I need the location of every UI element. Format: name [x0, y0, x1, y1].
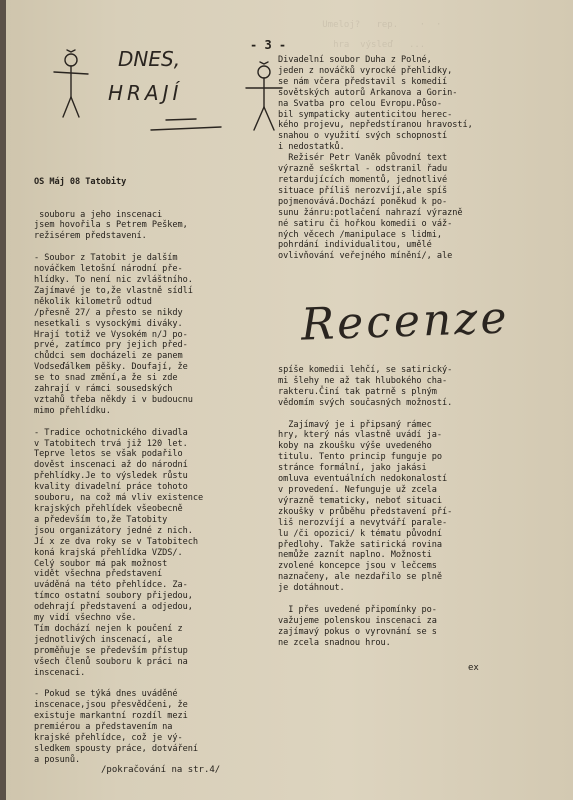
document-page: [6, 0, 573, 800]
hraji-word: HRAJÍ: [108, 81, 183, 105]
dnes-word: DNES,: [118, 47, 181, 71]
recenze-heading: Recenze: [300, 292, 511, 351]
bleed-through-text: Umeloj? rep. · · hra výsleď ...: [322, 20, 442, 50]
section-heading: OS Máj 08 Tatobity: [34, 176, 127, 187]
author-signature: ex: [468, 663, 479, 673]
continued-note: /pokračování na str.4/: [101, 765, 221, 775]
dnes-hraji-drawing: [46, 42, 286, 142]
page-number: - 3 -: [250, 38, 287, 52]
left-column: [34, 155, 203, 788]
right-column-top: Divadelní soubor Duha z Polné, jeden z nováčků vyrocké přehlidky, se nám včera představil s komedií sovětských autorů Arkanova a Gorin- na Svatba pro celou Evropu.Půso- bil sympaticky autenticitou herec- kého projevu, nepředstíranou hravostí, snahou o využití svých schopností i nedostatků. Režisér Petr Vaněk původní text výrazně seškrtal - odstranil řadu retardujících momentů, jednotlivé situace příliš nerozvíjí,ale spíš pojmenovává.Dochází poněkud k po- sunu žánru:potlačení nahrazí výrazně né satiru či hořkou komedii o váž- ných věcech /manipulace s lidmi, pohrdání individualitou, umělé ovlivňování veřejného mínění/, ale: [278, 55, 473, 262]
right-column-bottom: spíše komedii lehčí, se satirický- mi šlehy ne až tak hlubokého cha- rakteru.Činí tak patrně s plným vědomím svých současných možností. Zajímavý je i připsaný rámec hry, který nás vlastně uvádí ja- koby na zkoušku výše uvedeného titulu. Tento princip funguje po stránce formální, jako jakási omluva eventuálních nedokonalostí v provedení. Nefunguje už zcela výrazně tematicky, neboť situaci zkoušky v průběhu představení pří- liš nerozvíjí a nevytváří parale- lu /či opozici/ k tématu původní předlohy. Takže satirická rovina nemůže zaznít naplno. Možnosti zvolené koncepce jsou v lečcems naznačeny, ale nezdařilo se plně je dotáhnout. I přes uvedené připomínky po- važujeme polenskou inscenaci za zajímavý pokus o vyrovnání se s ne zcela snadnou hrou.: [278, 365, 453, 648]
left-body-text: souboru a jeho inscenaci jsem hovořila s Petrem Peškem, režisérem představení. - Soubor z Tatobit je dalším nováčkem letošní národní pře- hlídky. To není nic zvláštního. Zajímavé je to,že vlastně sídlí několik kilometrů odtud /přesně 27/ a přesto se nikdy nesetkali s vysockými diváky. Hrají totiž ve Vysokém n/J po- prvé, zatímco pry jejich před- chůdci sem docházeli ze panem Vodseďálkem pěšky. Doufají, že se to snad změní,a že si zde zahrají v rámci sousedských vztahů třeba někdy i v budoucnu mimo přehlídku. - Tradice ochotnického divadla v Tatobitech trvá již 120 let. Teprve letos se však podařilo dověst inscenaci až do národní přehlídky.Je to výsledek růstu kvality divadelní práce tohoto souboru, na což má vliv existence krajských přehlídek všeobecně a především to,že Tatobity jsou organizátory jedné z nich. Jí x ze dva roky se v Tatobitech koná krajská přehlídka VZDS/. Celý soubor má pak možnost vidět všechna představení uváděná na této přehlídce. Za- tímco ostatní soubory přijedou, odehrají představení a odjedou, my vidí všechno vše. Tím dochází nejen k poučení z jednotlivých inscenací, ale proměňuje se především přístup všech členů souboru k práci na inscenaci. - Pokud se týká dnes uváděné inscenace,jsou přesvědčeni, že existuje markantní rozdíl mezi premiérou a představením na krajské přehlídce, což je vý- sledkem spousty práce, dotváření a posunů.: [34, 209, 204, 765]
